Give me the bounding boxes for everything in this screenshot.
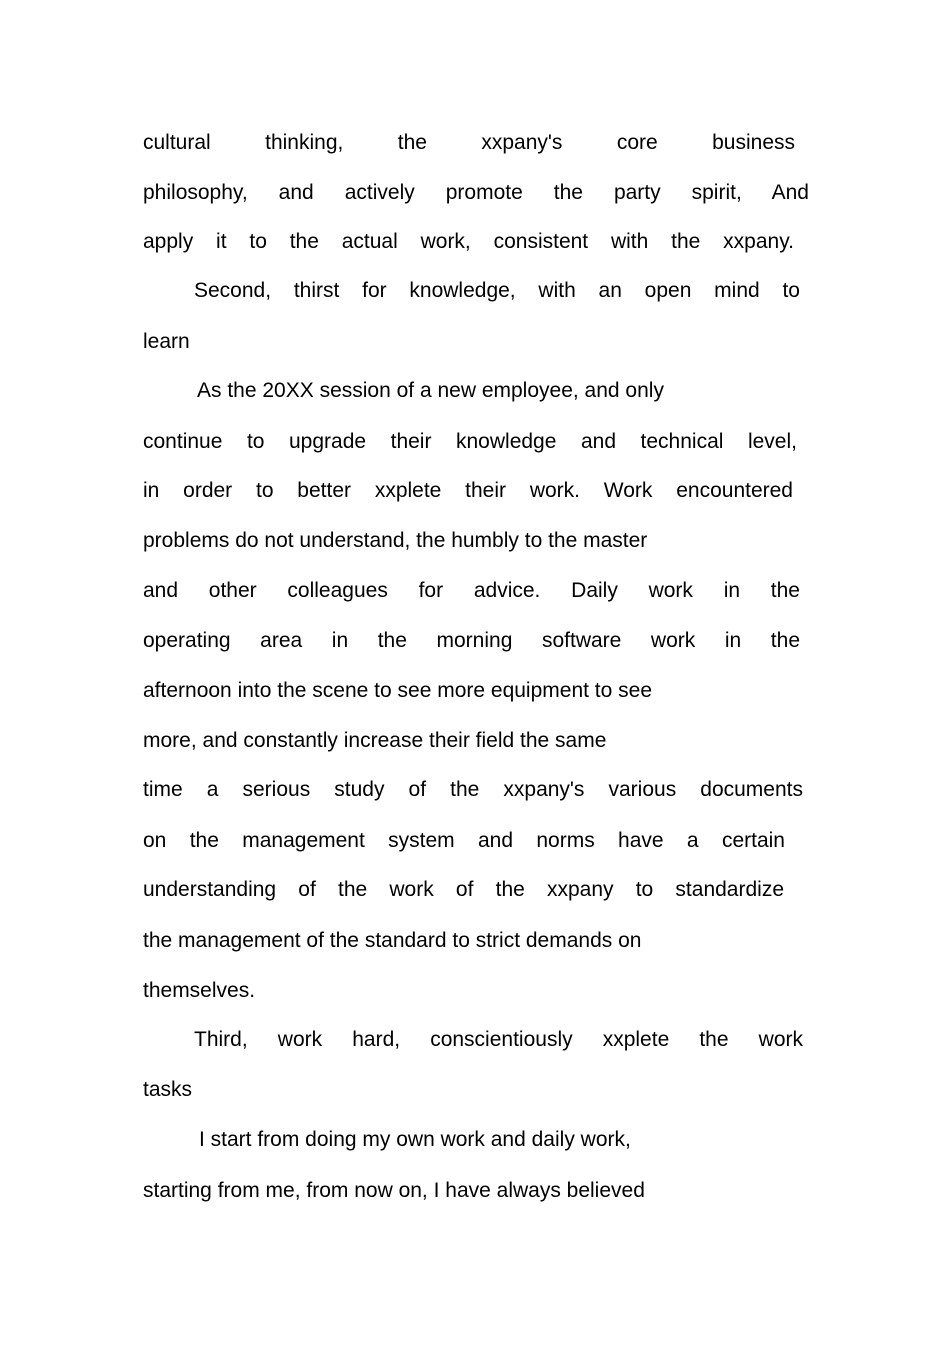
text-line: tasks [143,1078,193,1101]
text-line: on the management system and norms have a certain [143,829,785,852]
text-line: problems do not understand, the humbly to the master [143,529,648,552]
text-line: continue to upgrade their knowledge and technical level, [143,430,797,453]
text-line: in order to better xxplete their work. Work encountered [143,479,793,502]
text-line: Third, work hard, conscientiously xxplete the work [194,1028,803,1051]
text-line: learn [143,330,190,353]
text-line: philosophy, and actively promote the party spirit, And [143,181,809,204]
text-line: understanding of the work of the xxpany to standardize [143,878,784,901]
text-line: more, and constantly increase their field the same [143,729,607,752]
text-line: cultural thinking, the xxpany's core business [143,131,795,154]
text-line: and other colleagues for advice. Daily work in the [143,579,800,602]
text-line: apply it to the actual work, consistent with the xxpany. [143,230,794,253]
text-line: starting from me, from now on, I have always believed [143,1179,645,1202]
text-line: themselves. [143,979,256,1002]
text-line: the management of the standard to strict demands on [143,929,642,952]
text-line: time a serious study of the xxpany's various documents [143,778,803,801]
text-line: Second, thirst for knowledge, with an open mind to [194,279,800,302]
text-line: I start from doing my own work and daily work, [199,1128,631,1151]
text-line: operating area in the morning software work in the [143,629,800,652]
text-line: afternoon into the scene to see more equipment to see [143,679,652,702]
text-line: As the 20XX session of a new employee, and only [197,379,664,402]
